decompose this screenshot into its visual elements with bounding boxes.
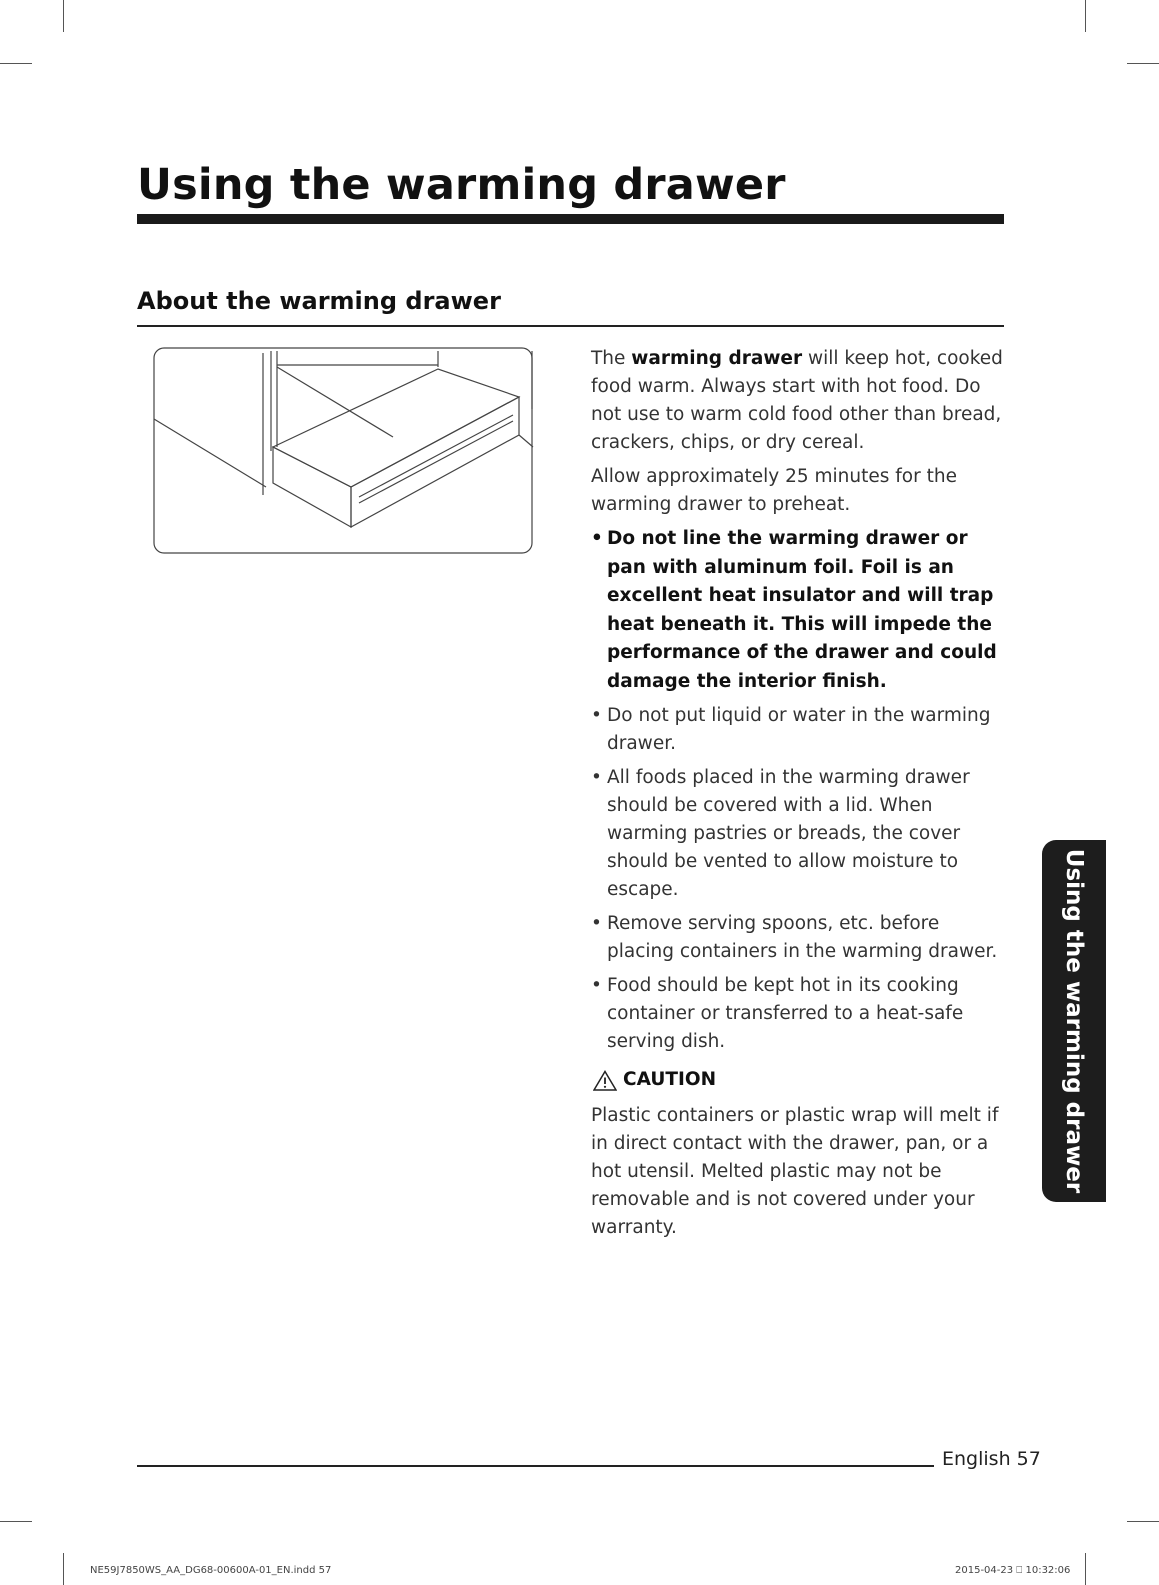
chapter-side-tab — [1042, 840, 1106, 1202]
chapter-side-tab-label: Using the warming drawer — [1061, 848, 1087, 1194]
page-number: English 57 — [942, 1448, 1041, 1470]
print-slug-file: NE59J7850WS_AA_DG68-00600A-01_EN.indd 57 — [90, 1565, 332, 1576]
caution-label: CAUTION — [623, 1069, 717, 1090]
list-item: • All foods placed in the warming drawer should be covered with a lid. When warming pastries or breads, the cover should be vented to allow moisture to escape. — [591, 764, 1006, 904]
crop-mark — [1085, 0, 1086, 32]
list-item: • Remove serving spoons, etc. before placing containers in the warming drawer. — [591, 910, 1006, 966]
intro-text-end: will keep hot, cooked food warm. Always start with hot food. Do not use to warm cold food other than bread, crackers, chips, or dry cereal. — [591, 348, 1003, 453]
warning-triangle-icon — [593, 1070, 617, 1091]
crop-mark — [63, 1553, 64, 1585]
list-item: • Do not put liquid or water in the warming drawer. — [591, 702, 1006, 758]
crop-mark — [1127, 1521, 1159, 1522]
crop-mark — [0, 63, 32, 64]
warming-drawer-illustration — [153, 347, 534, 559]
intro-text-start: The — [591, 348, 632, 369]
crop-mark — [63, 0, 64, 32]
footer-rule — [137, 1465, 934, 1467]
preheat-paragraph: Allow approximately 25 minutes for the warming drawer to preheat. — [591, 466, 957, 515]
crop-mark — [0, 1521, 32, 1522]
page-title: Using the warming drawer — [137, 160, 786, 210]
intro-emphasis: warming drawer — [631, 348, 803, 369]
section-title: About the warming drawer — [137, 287, 501, 315]
article-body — [591, 345, 1006, 1248]
list-item: • Food should be kept hot in its cooking container or transferred to a heat-safe serving dish. — [591, 972, 1006, 1056]
section-underline — [137, 325, 1004, 327]
instruction-list — [591, 525, 1006, 1056]
list-item: • Do not line the warming drawer or pan with aluminum foil. Foil is an excellent heat insulator and will trap heat beneath it. This will impede the performance of the drawer and could damage the interior finish. — [591, 525, 1006, 696]
caution-text: Plastic containers or plastic wrap will melt if in direct contact with the drawer, pan, or a hot utensil. Melted plastic may not be removable and is not covered under your warranty. — [591, 1105, 999, 1238]
caution-heading — [593, 1066, 1006, 1094]
crop-mark — [1127, 63, 1159, 64]
crop-mark — [1085, 1553, 1086, 1585]
print-slug-timestamp: 2015-04-23 ⎕ 10:32:06 — [955, 1565, 1071, 1576]
title-underline — [137, 214, 1004, 224]
intro-paragraph — [591, 345, 1006, 457]
